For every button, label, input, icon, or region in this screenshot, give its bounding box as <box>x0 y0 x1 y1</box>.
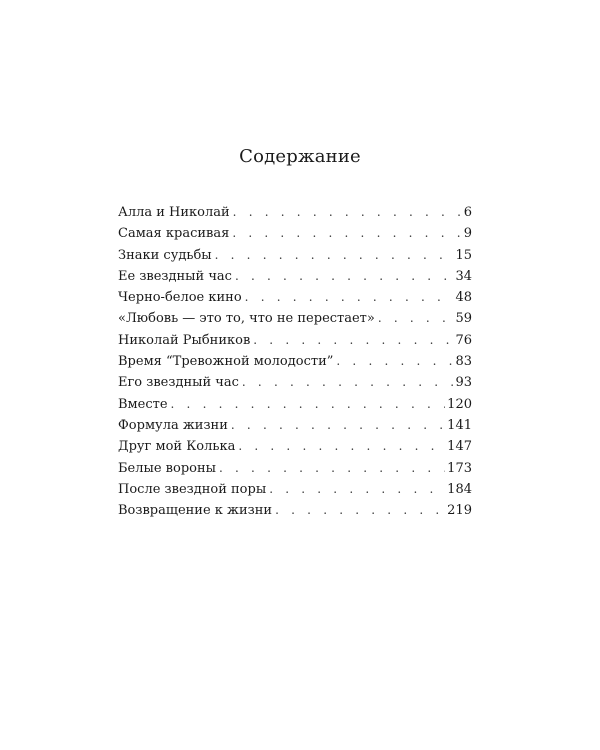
toc-entry-page: 59 <box>455 311 472 327</box>
toc-dot-leader <box>275 503 445 517</box>
toc-entry-page: 219 <box>447 503 472 519</box>
toc-entry-title: Белые вороны <box>118 460 216 476</box>
toc-dot-leader <box>336 354 453 368</box>
toc-dot-leader <box>171 397 446 411</box>
toc-entry-title: Ее звездный час <box>118 268 232 284</box>
toc-entry-page: 141 <box>447 417 472 433</box>
toc-entry <box>118 205 472 226</box>
toc-entry-title: Вместе <box>118 396 168 412</box>
toc-entry <box>118 290 472 311</box>
toc-dot-leader <box>269 482 445 496</box>
toc-dot-leader <box>253 333 453 347</box>
toc-entry <box>118 418 472 439</box>
toc-dot-leader <box>242 375 454 389</box>
toc-entry <box>118 439 472 460</box>
toc-entry-title: Черно-белое кино <box>118 290 242 306</box>
toc-dot-leader <box>378 311 454 325</box>
toc-entry-page: 34 <box>455 268 472 284</box>
toc-entry-title: Николай Рыбников <box>118 332 251 348</box>
toc-entry-page: 147 <box>447 439 472 455</box>
toc-entry-page: 6 <box>463 205 472 220</box>
toc-entry-page: 15 <box>455 247 472 263</box>
toc-entry-page: 184 <box>447 481 472 497</box>
toc-dot-leader <box>245 290 454 304</box>
toc-entry-page: 93 <box>455 375 472 391</box>
toc-entry-title: После звездной поры <box>118 481 267 497</box>
toc-entry <box>118 333 472 354</box>
toc-entry <box>118 397 472 418</box>
toc-entry-page: 76 <box>455 332 472 348</box>
toc-entry <box>118 354 472 375</box>
table-of-contents <box>118 205 472 524</box>
toc-entry <box>118 482 472 503</box>
toc-dot-leader <box>231 418 445 432</box>
page-title: Содержание <box>239 146 361 167</box>
toc-entry-title: Алла и Николай <box>118 205 230 220</box>
toc-dot-leader <box>232 226 461 240</box>
toc-entry-title: Его звездный час <box>118 375 239 391</box>
toc-dot-leader <box>235 269 454 283</box>
toc-entry <box>118 269 472 290</box>
toc-entry-title: «Любовь — это то, что не перестает» <box>118 311 375 327</box>
toc-entry <box>118 311 472 332</box>
toc-entry-title: Знаки судьбы <box>118 247 212 263</box>
toc-entry-page: 9 <box>463 226 472 242</box>
toc-entry <box>118 375 472 396</box>
toc-dot-leader <box>233 205 462 219</box>
toc-dot-leader <box>215 248 454 262</box>
toc-entry-title: Время “Тревожной молодости” <box>118 354 334 370</box>
toc-dot-leader <box>238 439 445 453</box>
toc-entry-title: Возвращение к жизни <box>118 503 273 519</box>
toc-entry-title: Самая красивая <box>118 226 230 242</box>
toc-entry-page: 120 <box>447 396 472 412</box>
toc-entry-title: Друг мой Колька <box>118 439 236 455</box>
toc-entry <box>118 461 472 482</box>
toc-dot-leader <box>219 461 445 475</box>
toc-entry-page: 83 <box>455 354 472 370</box>
toc-entry <box>118 248 472 269</box>
toc-entry-page: 173 <box>447 460 472 476</box>
toc-entry <box>118 226 472 247</box>
toc-entry-title: Формула жизни <box>118 417 228 433</box>
toc-entry <box>118 503 472 524</box>
toc-entry-page: 48 <box>455 290 472 306</box>
